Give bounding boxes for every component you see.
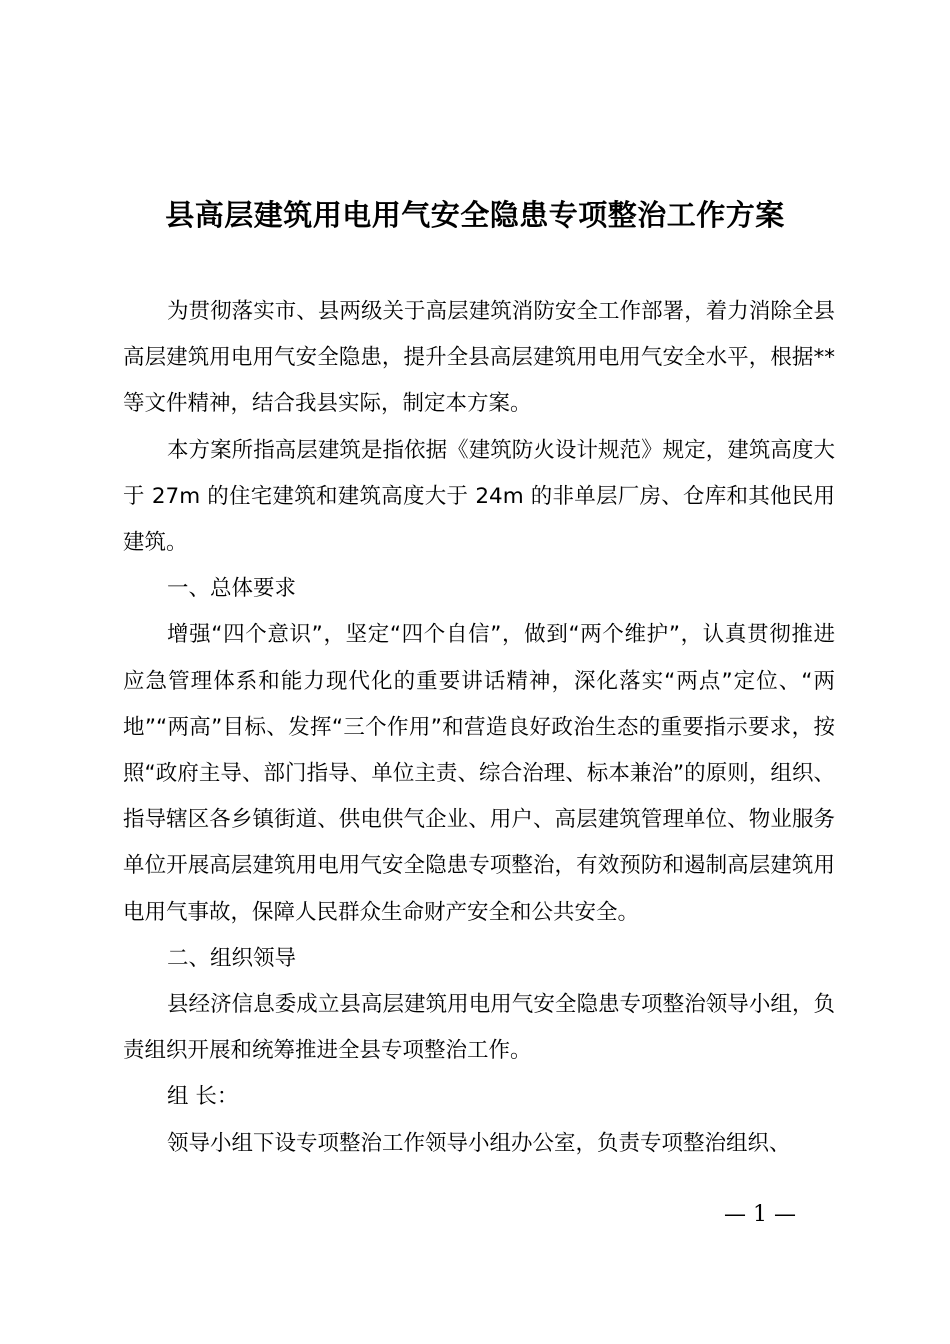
section-heading-organization: 二、组织领导 bbox=[167, 945, 297, 971]
paragraph-scope: 本方案所指高层建筑是指依据《建筑防火设计规范》规定，建筑高度大于 27m 的住宅建筑和建筑高度大于 24m 的非单层厂房、仓库和其他民用建筑。 bbox=[123, 437, 835, 556]
section-heading-general-requirements: 一、总体要求 bbox=[167, 576, 297, 602]
paragraph-office: 领导小组下设专项整治工作领导小组办公室，负责专项整治组织、 bbox=[167, 1130, 791, 1156]
document-title: 县高层建筑用电用气安全隐患专项整治工作方案 bbox=[165, 198, 785, 232]
page-number: — 1 — bbox=[724, 1202, 796, 1227]
paragraph-group-leader: 组 长： bbox=[167, 1084, 239, 1110]
paragraph-organization: 县经济信息委成立县高层建筑用电用气安全隐患专项整治领导小组，负责组织开展和统筹推进全县专项整治工作。 bbox=[123, 992, 835, 1064]
paragraph-general-requirements: 增强“四个意识”，坚定“四个自信”，做到“两个维护”，认真贯彻推进应急管理体系和能力现代化的重要讲话精神，深化落实“两点”定位、“两地”“两高”目标、发挥“三个作用”和营造良好政治生态的重要指示要求，按照“政府主导、部门指导、单位主责、综合治理、标本兼治”的原则，组织、指导辖区各乡镇街道、供电供气企业、用户、高层建筑管理单位、物业服务单位开展高层建筑用电用气安全隐患专项整治，有效预防和遏制高层建筑用电用气事故，保障人民群众生命财产安全和公共安全。 bbox=[123, 622, 835, 925]
document-body bbox=[123, 289, 835, 1167]
paragraph-intro: 为贯彻落实市、县两级关于高层建筑消防安全工作部署，着力消除全县高层建筑用电用气安全隐患，提升全县高层建筑用电用气安全水平，根据**等文件精神，结合我县实际，制定本方案。 bbox=[123, 299, 835, 417]
